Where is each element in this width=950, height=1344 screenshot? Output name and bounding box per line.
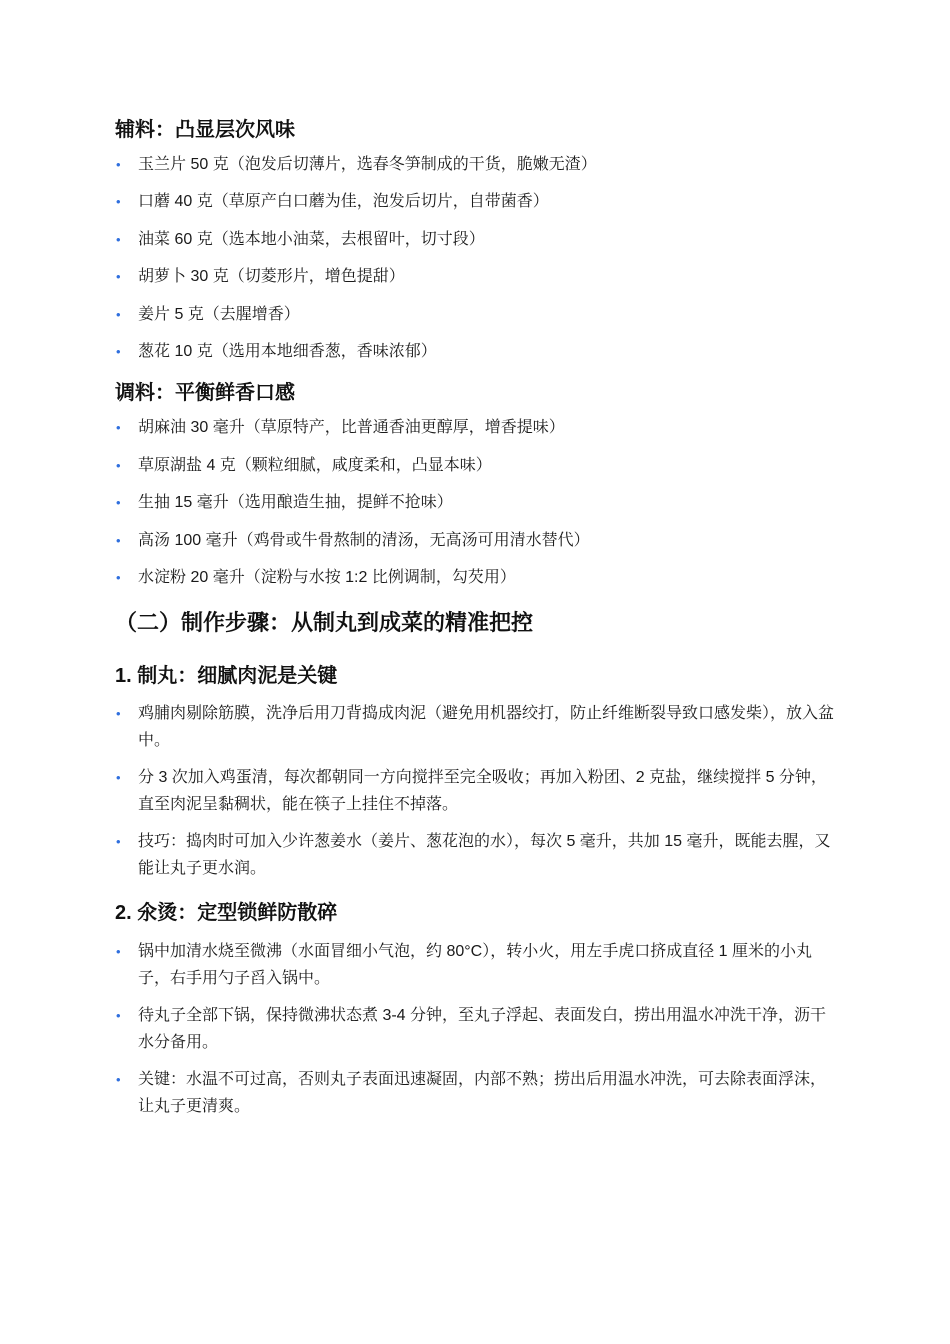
bullet-icon: •: [116, 157, 121, 172]
bullet-icon: •: [116, 769, 121, 785]
list-item: • 葱花 10 克（选用本地细香葱，香味浓郁）: [115, 338, 837, 365]
bullet-icon: •: [116, 231, 121, 247]
bullet-icon: •: [116, 532, 121, 548]
list-item: • 技巧：捣肉时可加入少许葱姜水（姜片、葱花泡的水），每次 5 毫升，共加 15 毫升，既能去腥，又能让丸子更水润。: [115, 828, 837, 882]
bullet-icon: •: [116, 705, 121, 721]
document-page: [115, 112, 837, 1130]
bullet-icon: •: [116, 457, 121, 473]
bullet-icon: •: [116, 1007, 121, 1023]
heading-steps: （二）制作步骤：从制丸到成菜的精准把控: [115, 609, 534, 635]
section-tiaoliao: [115, 375, 837, 591]
bullet-icon: •: [116, 495, 121, 511]
list-item: • 生抽 15 毫升（选用酿造生抽，提鲜不抢味）: [115, 489, 837, 516]
list-fuliao: [115, 151, 837, 365]
list-item: • 草原湖盐 4 克（颗粒细腻，咸度柔和，凸显本味）: [115, 452, 837, 479]
bullet-icon: •: [116, 269, 121, 285]
heading-tiaoliao: 调料：平衡鲜香口感: [115, 382, 295, 405]
section-steps: [115, 603, 837, 643]
section-fuliao: [115, 112, 837, 365]
bullet-icon: •: [116, 1071, 121, 1087]
section-zhiwan: [115, 658, 837, 882]
list-item: • 口蘑 40 克（草原产白口蘑为佳，泡发后切片，自带菌香）: [115, 188, 837, 215]
list-item: • 鸡脯肉剔除筋膜，洗净后用刀背捣成肉泥（避免用机器绞打，防止纤维断裂导致口感发柴），放入盆中。: [115, 700, 837, 754]
list-zhiwan: [115, 700, 837, 882]
bullet-icon: •: [116, 306, 121, 322]
list-item: • 玉兰片 50 克（泡发后切薄片，选春冬笋制成的干货，脆嫩无渣）: [115, 151, 837, 178]
bullet-icon: •: [116, 343, 121, 359]
list-item: • 胡麻油 30 毫升（草原特产，比普通香油更醇厚，增香提味）: [115, 414, 837, 441]
list-item: • 姜片 5 克（去腥增香）: [115, 301, 837, 328]
heading-cuntang: 2. 氽烫：定型锁鲜防散碎: [115, 901, 338, 924]
list-item: • 胡萝卜 30 克（切菱形片，增色提甜）: [115, 263, 837, 290]
list-item: • 高汤 100 毫升（鸡骨或牛骨熬制的清汤，无高汤可用清水替代）: [115, 527, 837, 554]
bullet-icon: •: [116, 833, 121, 849]
heading-fuliao: 辅料：凸显层次风味: [115, 119, 295, 141]
bullet-icon: •: [116, 943, 121, 959]
list-item: • 关键：水温不可过高，否则丸子表面迅速凝固，内部不熟；捞出后用温水冲洗，可去除表面浮沫，让丸子更清爽。: [115, 1066, 837, 1120]
list-item: • 油菜 60 克（选本地小油菜，去根留叶，切寸段）: [115, 226, 837, 253]
bullet-icon: •: [116, 194, 121, 210]
bullet-icon: •: [116, 569, 121, 585]
heading-zhiwan: 1. 制丸：细腻肉泥是关键: [115, 664, 338, 687]
bullet-icon: •: [116, 420, 121, 436]
list-item: • 待丸子全部下锅，保持微沸状态煮 3-4 分钟，至丸子浮起、表面发白，捞出用温水冲洗干净，沥干水分备用。: [115, 1002, 837, 1056]
list-item: • 水淀粉 20 毫升（淀粉与水按 1:2 比例调制，勾芡用）: [115, 564, 837, 591]
list-tiaoliao: [115, 414, 837, 591]
list-item: • 锅中加清水烧至微沸（水面冒细小气泡，约 80°C），转小火，用左手虎口挤成直径 1 厘米的小丸子，右手用勺子舀入锅中。: [115, 938, 837, 992]
section-cuntang: [115, 895, 837, 1120]
list-item: • 分 3 次加入鸡蛋清，每次都朝同一方向搅拌至完全吸收；再加入粉团、2 克盐，继续搅拌 5 分钟，直至肉泥呈黏稠状，能在筷子上挂住不掉落。: [115, 764, 837, 818]
list-cuntang: [115, 938, 837, 1120]
